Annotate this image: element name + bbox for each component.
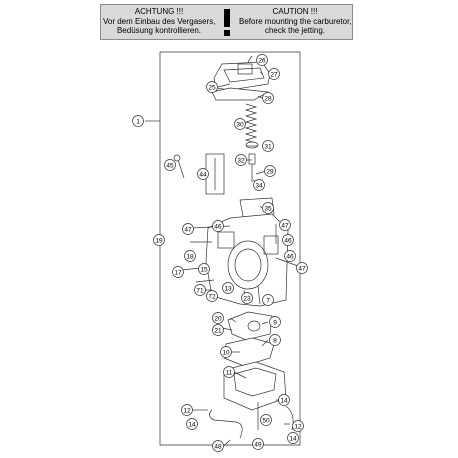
callout-number: 46 [286, 253, 294, 261]
part-callout [242, 293, 253, 304]
callout-number: 28 [264, 95, 272, 103]
part-callout [280, 220, 291, 231]
part-callout [165, 160, 176, 171]
warning-english-line: check the jetting. [264, 26, 326, 35]
callout-number: 14 [188, 421, 196, 429]
callout-number: 47 [298, 265, 306, 273]
callout-number: 46 [214, 223, 222, 231]
callout-number: 11 [225, 369, 233, 377]
callout-number: 47 [281, 222, 289, 230]
callout-number: 47 [184, 226, 192, 234]
callout-number: 27 [270, 71, 278, 79]
part-callout [185, 251, 196, 262]
part-callout [263, 141, 274, 152]
part-callout [198, 169, 209, 180]
warning-english-title: CAUTION !!! [272, 7, 318, 16]
callout-number: 1 [136, 118, 140, 126]
callout-number: 21 [214, 327, 222, 335]
spring-seat-part [246, 142, 258, 148]
callout-number: 31 [264, 143, 272, 151]
callout-number: 29 [266, 168, 274, 176]
part-callout [263, 93, 274, 104]
callout-number: 45 [166, 162, 174, 170]
warning-english-line: Before mounting the carburetor, [239, 16, 352, 26]
part-callout [183, 224, 194, 235]
callout-number: 20 [214, 315, 222, 323]
part-callout [224, 367, 235, 378]
part-callout [270, 317, 281, 328]
part-callout [182, 405, 193, 416]
callout-number: 35 [264, 205, 272, 213]
callout-number: 7 [266, 297, 270, 305]
part-callout [207, 82, 218, 93]
part-callout [263, 295, 274, 306]
callout-number: 18 [186, 253, 194, 261]
part-callout [293, 421, 304, 432]
callout-number: 30 [236, 121, 244, 129]
part-callout [221, 347, 232, 358]
leader-line [248, 56, 252, 62]
callout-number: 48 [214, 443, 222, 451]
part-callout [236, 155, 247, 166]
callout-number: 72 [208, 293, 216, 301]
part-callout [283, 235, 294, 246]
callout-number: 23 [243, 295, 251, 303]
callout-number: 25 [208, 84, 216, 92]
callout-number: 9 [273, 319, 277, 327]
part-callout [269, 69, 280, 80]
callout-number: 12 [294, 423, 302, 431]
part-callout [263, 203, 274, 214]
callout-number: 49 [254, 441, 262, 449]
part-callout [270, 335, 281, 346]
part-callout [213, 325, 224, 336]
callout-number: 19 [155, 237, 163, 245]
callout-number: 44 [199, 171, 207, 179]
part-callout [235, 119, 246, 130]
part-callout [207, 291, 218, 302]
vent-hose-part [286, 406, 293, 430]
part-callout [133, 116, 144, 127]
part-callout [253, 439, 264, 450]
adjuster-screw-part [178, 160, 184, 178]
warning-german-line: Vor dem Einbau des Vergasers, [103, 16, 216, 26]
callout-number: 10 [222, 349, 230, 357]
part-callout [285, 251, 296, 262]
part-callout [187, 419, 198, 430]
callout-number: 15 [200, 266, 208, 274]
callout-number: 34 [255, 182, 263, 190]
part-callout [199, 264, 210, 275]
callout-number: 17 [174, 269, 182, 277]
part-callout [257, 55, 268, 66]
callout-number: 14 [289, 435, 297, 443]
pump-cover-part [228, 312, 272, 340]
part-callout [279, 395, 290, 406]
callout-number: 8 [273, 337, 277, 345]
warning-german-line: Bedüsung kontrollieren. [116, 26, 202, 35]
part-callout [213, 313, 224, 324]
callout-number: 26 [258, 57, 266, 65]
part-callout [213, 221, 224, 232]
callout-number: 50 [262, 417, 270, 425]
callout-number: 71 [196, 287, 204, 295]
part-callout [297, 263, 308, 274]
part-callout [254, 180, 265, 191]
adjuster-head-part [174, 155, 180, 161]
callout-number: 46 [284, 237, 292, 245]
screw-part [182, 268, 200, 270]
part-callout [265, 166, 276, 177]
slide-spring-part [246, 104, 256, 143]
needle-holder-part [249, 154, 255, 164]
warning-german-title: ACHTUNG !!! [134, 7, 184, 16]
part-callout [261, 415, 272, 426]
part-callout [213, 441, 224, 452]
part-callout [288, 433, 299, 444]
part-callout [173, 267, 184, 278]
drain-hose-part [209, 410, 242, 438]
cap-gasket-part [212, 88, 268, 100]
callout-number: 12 [183, 407, 191, 415]
part-callout [195, 285, 206, 296]
callout-number: 32 [237, 157, 245, 165]
part-callout [223, 283, 234, 294]
callout-number: 13 [224, 285, 232, 293]
part-callout [154, 235, 165, 246]
callout-number: 14 [280, 397, 288, 405]
